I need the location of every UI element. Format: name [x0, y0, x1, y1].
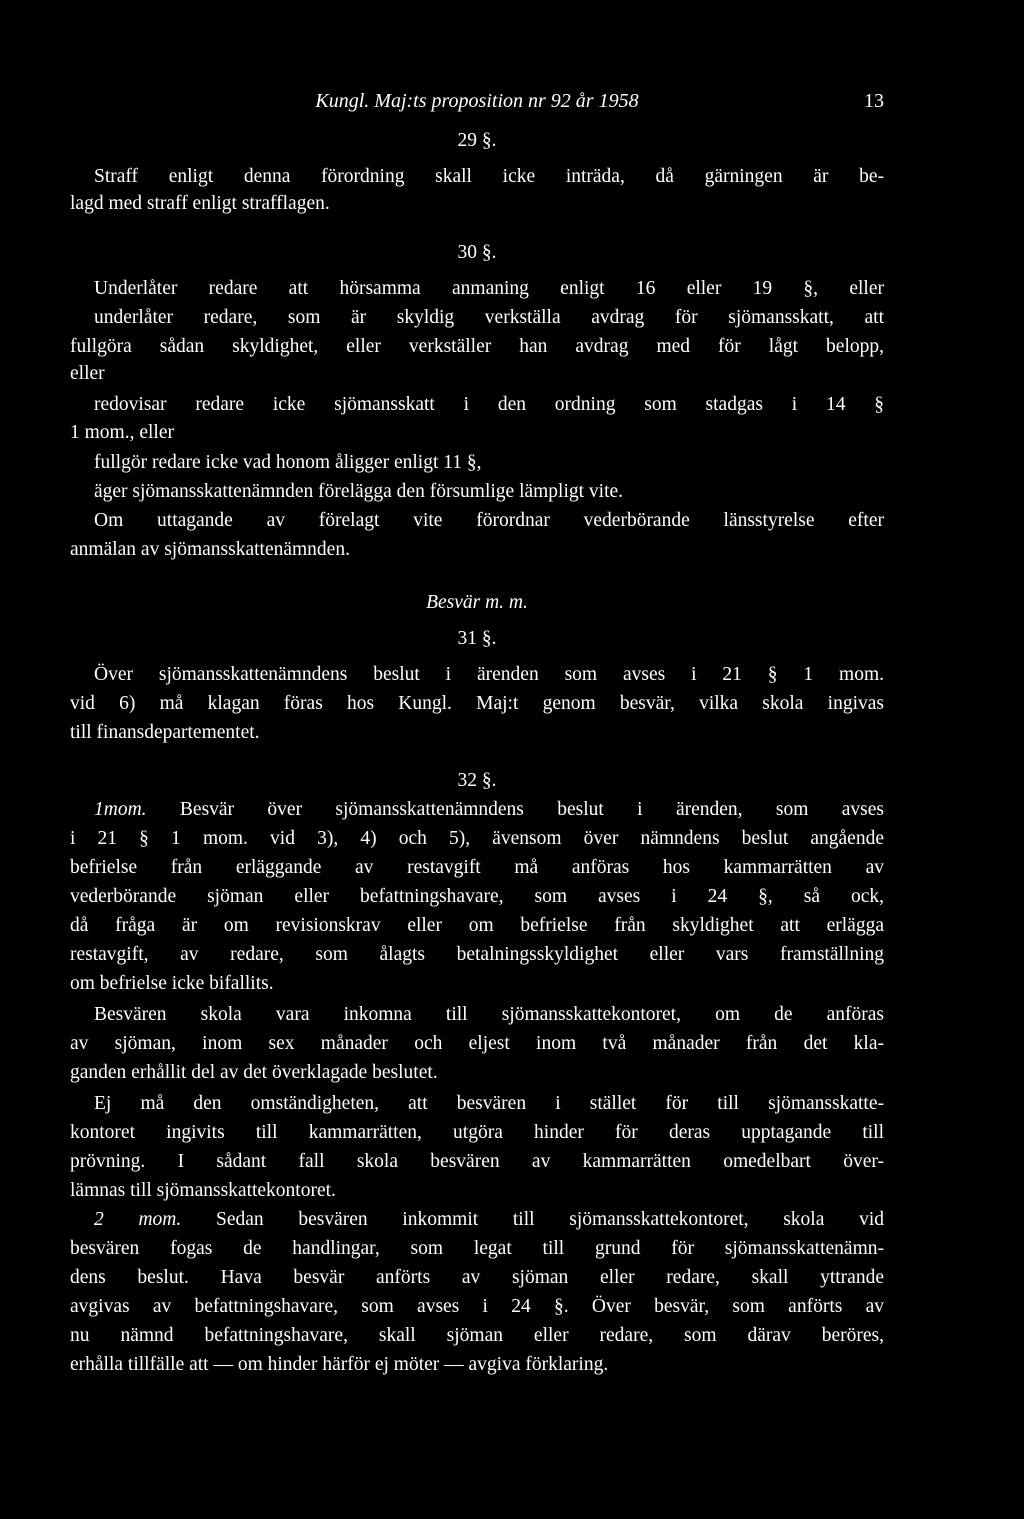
text-line: besvären fogas de handlingar, som legat till grund för sjömansskattenämn-	[70, 1238, 884, 1259]
text-line: äger sjömansskattenämnden förelägga den försumlige lämpligt vite.	[94, 481, 624, 502]
text-line: till finansdepartementet.	[70, 722, 260, 743]
text-line: i 21 § 1 mom. vid 3), 4) och 5), ävensom över nämndens beslut angående	[70, 828, 884, 849]
section-heading-31: 31 §.	[457, 628, 497, 649]
text-line: erhålla tillfälle att — om hinder härför ej möter — avgiva förklaring.	[70, 1354, 609, 1375]
text-line: 1 mom., eller	[70, 422, 174, 443]
text-line	[70, 1207, 884, 1233]
text-line: avgivas av befattningshavare, som avses i 24 §. Över besvär, som anförts av	[70, 1296, 884, 1317]
text-line: Över sjömansskattenämndens beslut i ärenden som avses i 21 § 1 mom.	[94, 664, 884, 685]
text-line: Ej må den omständigheten, att besvären i stället för till sjömansskatte-	[94, 1093, 884, 1114]
text-line: befrielse från erläggande av restavgift må anföras hos kammarrätten av	[70, 857, 884, 878]
subheading: Besvär m. m.	[426, 592, 528, 613]
text-line: Om uttagande av förelagt vite förordnar vederbörande länsstyrelse efter	[94, 510, 884, 531]
mom-text: Sedan besvären inkommit till sjömansskattekontoret, skola vid	[215, 1209, 885, 1230]
text-line: fullgöra sådan skyldighet, eller verkställer han avdrag med för lågt belopp,	[70, 336, 884, 357]
text-line: vederbörande sjöman eller befattningshavare, som avses i 24 §, så ock,	[70, 886, 884, 907]
text-line: fullgör redare icke vad honom åligger enligt 11 §,	[94, 452, 482, 473]
page-number: 13	[864, 90, 884, 112]
text-line: eller	[70, 363, 105, 384]
section-heading-32: 32 §.	[457, 770, 497, 791]
text-line: prövning. I sådant fall skola besvären av kammarrätten omedelbart över-	[70, 1151, 884, 1172]
text-line: lämnas till sjömansskattekontoret.	[70, 1180, 336, 1201]
text-line	[70, 797, 884, 823]
page-header	[70, 88, 884, 114]
text-line: lagd med straff enligt strafflagen.	[70, 193, 330, 214]
text-line: då fråga är om revisionskrav eller om befrielse från skyldighet att erlägga	[70, 915, 884, 936]
text-line: dens beslut. Hava besvär anförts av sjöman eller redare, skall yttrande	[70, 1267, 884, 1288]
text-line: underlåter redare, som är skyldig verkställa avdrag för sjömansskatt, att	[94, 307, 884, 328]
text-line: nu nämnd befattningshavare, skall sjöman eller redare, som därav beröres,	[70, 1325, 884, 1346]
section-heading-29: 29 §.	[457, 130, 497, 151]
text-line: redovisar redare icke sjömansskatt i den ordning som stadgas i 14 §	[94, 394, 884, 415]
text-line: av sjöman, inom sex månader och eljest inom två månader från det kla-	[70, 1033, 884, 1054]
text-line: Underlåter redare att hörsamma anmaning enligt 16 eller 19 §, eller	[94, 278, 884, 299]
text-line: vid 6) må klagan föras hos Kungl. Maj:t genom besvär, vilka skola ingivas	[70, 693, 884, 714]
text-line: Besvären skola vara inkomna till sjömansskattekontoret, om de anföras	[94, 1004, 884, 1025]
text-line: restavgift, av redare, som ålagts betalningsskyldighet eller vars framställning	[70, 944, 884, 965]
mom-label: 1mom.	[94, 799, 147, 820]
running-title: Kungl. Maj:ts proposition nr 92 år 1958	[315, 90, 639, 112]
text-line: Straff enligt denna förordning skall icke inträda, då gärningen är be-	[94, 166, 884, 187]
section-heading-30: 30 §.	[457, 242, 497, 263]
text-line: ganden erhållit del av det överklagade beslutet.	[70, 1062, 438, 1083]
mom-text: Besvär över sjömansskattenämndens beslut i ärenden, som avses	[179, 799, 884, 820]
mom-label: 2 mom.	[94, 1209, 182, 1230]
text-line: om befrielse icke bifallits.	[70, 973, 274, 994]
text-line: kontoret ingivits till kammarrätten, utgöra hinder för deras upptagande till	[70, 1122, 884, 1143]
text-line: anmälan av sjömansskattenämnden.	[70, 539, 350, 560]
